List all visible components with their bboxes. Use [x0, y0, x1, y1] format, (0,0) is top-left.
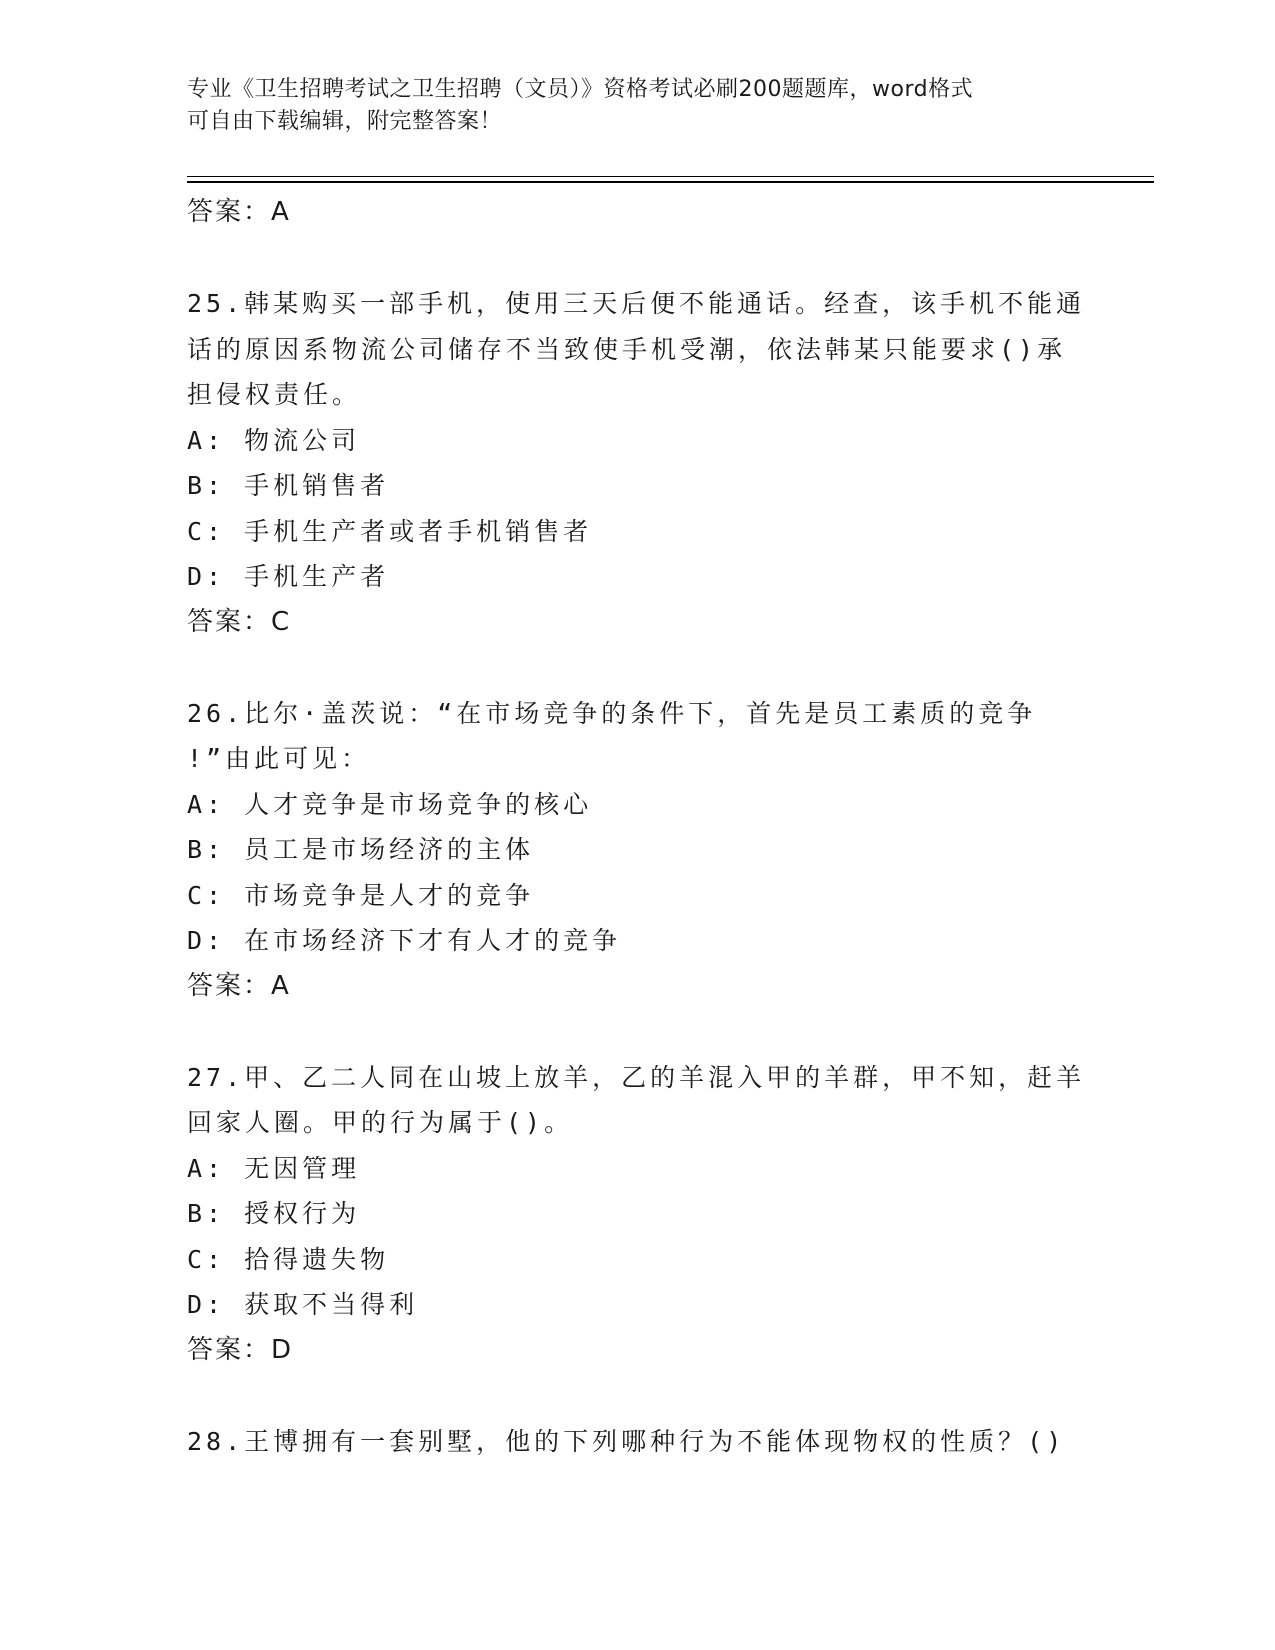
question-25-option-b: B: 手机销售者 [187, 471, 390, 500]
question-25-line-3: 担侵权责任。 [187, 380, 362, 409]
question-26-answer: 答案：A [187, 970, 291, 1001]
header-rule-top [187, 176, 1154, 177]
spacer [187, 1373, 1087, 1419]
question-26-line-2: !”由此可见： [187, 744, 371, 773]
question-27-option-a: A: 无因管理 [187, 1153, 361, 1183]
question-25-line-2: 话的原因系物流公司储存不当致使手机受潮，依法韩某只能要求()承 [187, 334, 1067, 364]
question-25-answer: 答案：C [187, 606, 292, 637]
spacer [187, 1009, 1087, 1055]
question-26-option-b: B: 员工是市场经济的主体 [187, 835, 535, 864]
spacer [187, 645, 1087, 691]
header-rule-bottom [187, 181, 1154, 183]
question-26-option-a: A: 人才竞争是市场竞争的核心 [187, 789, 593, 819]
question-27-line-1: 27.甲、乙二人同在山坡上放羊，乙的羊混入甲的羊群，甲不知，赶羊 [187, 1062, 1086, 1092]
question-27-option-c: C: 拾得遗失物 [187, 1244, 390, 1274]
page-header [187, 74, 1087, 138]
question-26 [187, 691, 1087, 1010]
header-line-1: 专业《卫生招聘考试之卫生招聘（文员）》资格考试必刷200题题库，word格式 [187, 77, 974, 102]
question-27-line-2: 回家人圈。甲的行为属于()。 [187, 1108, 574, 1137]
question-25-line-1: 25.韩某购买一部手机，使用三天后便不能通话。经查，该手机不能通 [187, 289, 1086, 318]
question-25-option-d: D: 手机生产者 [187, 562, 390, 591]
question-27 [187, 1055, 1087, 1374]
question-28 [187, 1419, 1087, 1465]
question-content [187, 190, 1087, 1464]
header-line-2: 可自由下载编辑，附完整答案！ [187, 109, 503, 134]
question-25 [187, 281, 1087, 645]
question-27-answer: 答案：D [187, 1334, 294, 1365]
question-27-option-d: D: 获取不当得利 [187, 1290, 419, 1319]
question-27-option-b: B: 授权行为 [187, 1199, 361, 1228]
question-26-line-1: 26.比尔·盖茨说：“在市场竞争的条件下，首先是员工素质的竞争 [187, 698, 1037, 728]
question-25-option-a: A: 物流公司 [187, 425, 361, 455]
answer-prev: 答案：A [187, 197, 291, 227]
question-26-option-c: C: 市场竞争是人才的竞争 [187, 880, 535, 910]
question-25-option-c: C: 手机生产者或者手机销售者 [187, 516, 593, 546]
spacer [187, 236, 1087, 282]
question-26-option-d: D: 在市场经济下才有人才的竞争 [187, 926, 622, 955]
question-28-line-1: 28.王博拥有一套别墅，他的下列哪种行为不能体现物权的性质？() [187, 1426, 1066, 1456]
